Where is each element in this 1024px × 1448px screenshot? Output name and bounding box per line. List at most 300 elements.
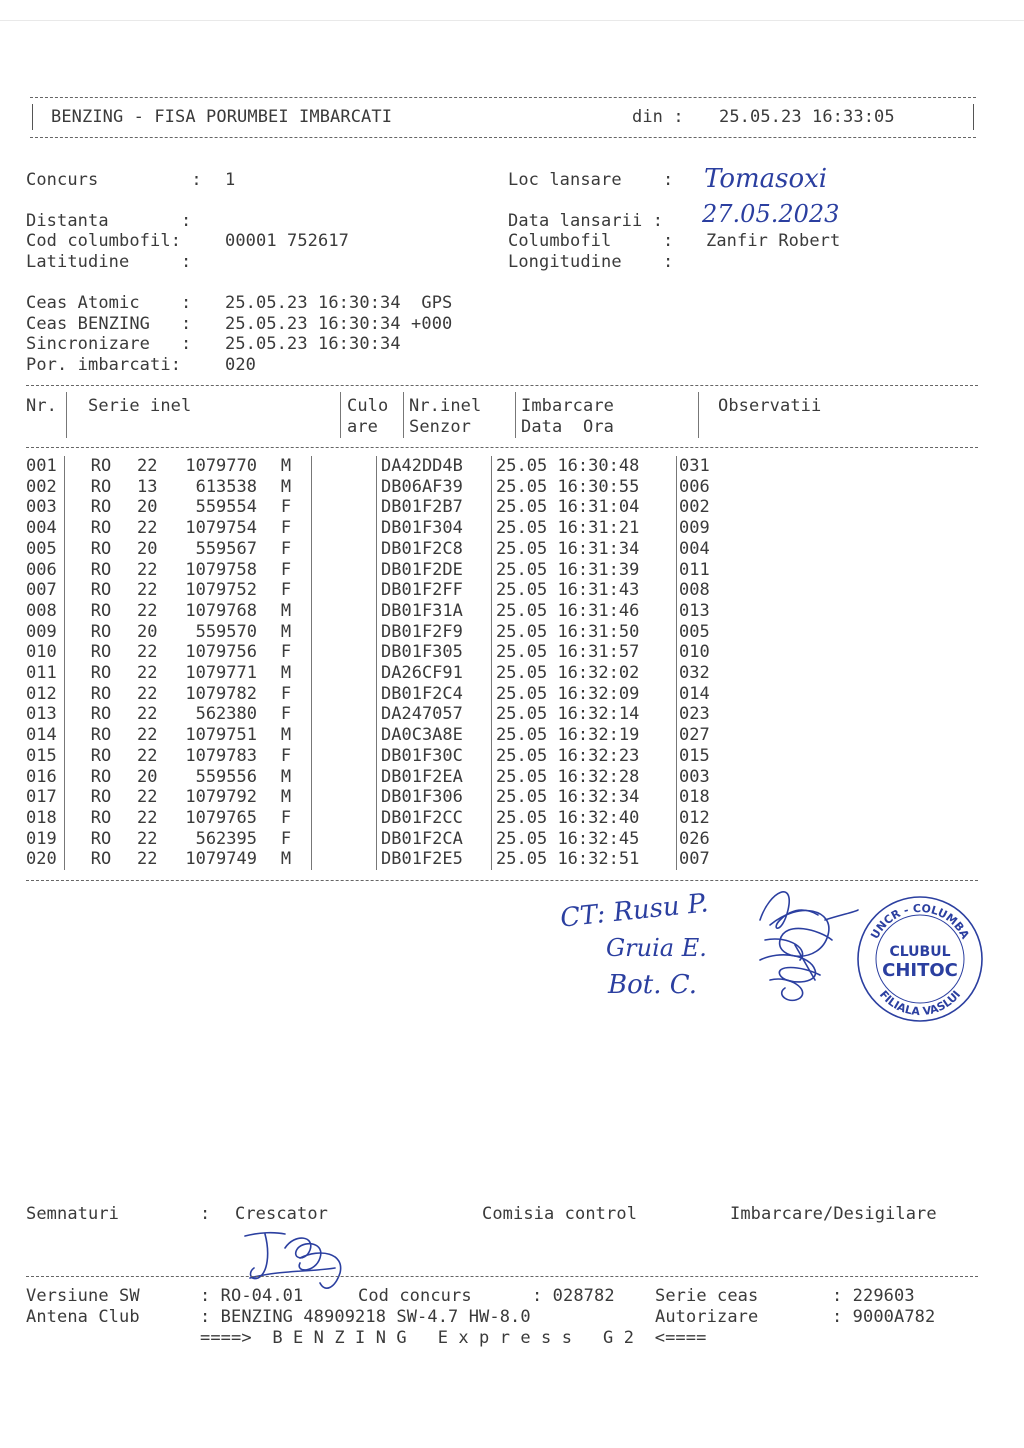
table-row: [26, 518, 739, 539]
ring-number: 1079751: [185, 725, 257, 746]
ring-year: 22: [137, 849, 158, 870]
porumbei-imbarcati-label: Por. imbarcati:: [26, 355, 182, 375]
ring-year: 22: [137, 745, 158, 766]
row-number: 017: [26, 787, 65, 808]
sex: F: [261, 560, 312, 581]
row-number: 008: [26, 601, 65, 622]
din-label: din :: [632, 107, 684, 127]
sensor-id: DB01F2DE: [377, 560, 492, 581]
boarding-datetime: [492, 704, 677, 725]
sex: M: [261, 767, 312, 788]
header-left-bar: [32, 104, 33, 130]
ring-country: RO: [90, 766, 112, 787]
din-value: 25.05.23 16:33:05: [719, 107, 895, 127]
color: [312, 829, 377, 850]
sex: F: [261, 580, 312, 601]
boarding-date: 25.05: [496, 745, 548, 766]
table-row: [26, 622, 739, 643]
ring-number: 1079783: [185, 745, 257, 766]
sincronizare-label: Sincronizare :: [26, 334, 192, 354]
benzing-express-banner: ====> B E N Z I N G E x p r e s s G 2 <====: [200, 1328, 707, 1348]
latitudine-label: Latitudine :: [26, 252, 192, 272]
cod-concurs-value: : 028782: [532, 1286, 615, 1306]
ring-year: 13: [137, 476, 158, 497]
sex: M: [261, 663, 312, 684]
table-row: [26, 849, 739, 870]
ring-country: RO: [90, 580, 112, 601]
ring-number: 562380: [195, 704, 257, 725]
ring-country: RO: [90, 456, 112, 476]
ring-number: 1079754: [185, 518, 257, 539]
porumbei-imbarcati-value: 020: [225, 355, 257, 375]
sensor-id: DA42DD4B: [377, 456, 492, 477]
observation: 014: [679, 683, 710, 704]
sensor-id: DB01F2B7: [377, 497, 492, 518]
header-rule-bottom: [30, 137, 976, 138]
ring-number: 1079792: [185, 787, 257, 808]
col-header-observatii: Observatii: [718, 396, 822, 416]
stamp-line-2: CHITOC: [882, 960, 958, 981]
boarding-datetime: [492, 829, 677, 850]
ring-number: 613538: [195, 476, 257, 497]
sex: F: [261, 829, 312, 850]
boarding-date: 25.05: [496, 683, 548, 704]
ring-year: 22: [137, 600, 158, 621]
color: [312, 560, 377, 581]
serie-ceas-label: Serie ceas: [655, 1286, 759, 1306]
ring-country: RO: [90, 518, 112, 539]
boarding-datetime: [492, 518, 677, 539]
ring-number: 1079756: [185, 642, 257, 663]
sex: F: [261, 704, 312, 725]
boarding-time: 16:31:46: [557, 600, 640, 621]
color: [312, 497, 377, 518]
boarding-datetime: [492, 746, 677, 767]
boarding-datetime: [492, 622, 677, 643]
color: [312, 456, 377, 477]
boarding-time: 16:31:50: [557, 621, 640, 642]
col-header-serie-inel: Serie inel: [88, 396, 192, 416]
table-row: [26, 456, 739, 477]
serie-ceas-value: : 229603: [832, 1286, 915, 1306]
col-header-imbarcare-2: Data Ora: [521, 417, 615, 437]
observation: 009: [679, 518, 710, 539]
ring-country: RO: [90, 828, 112, 849]
table-row: [26, 684, 739, 705]
col-header-culoare-1: Culo: [347, 396, 389, 416]
ring-year: 22: [137, 807, 158, 828]
table-row: [26, 725, 739, 746]
sex: M: [261, 622, 312, 643]
row-number: 010: [26, 642, 65, 663]
color: [312, 539, 377, 560]
ring-country: RO: [90, 476, 112, 497]
row-number: 019: [26, 829, 65, 850]
ring-year: 22: [137, 518, 158, 539]
ring-number: 1079768: [185, 600, 257, 621]
row-number: 011: [26, 663, 65, 684]
autorizare-label: Autorizare: [655, 1307, 759, 1327]
table-row: [26, 560, 739, 581]
sex: F: [261, 539, 312, 560]
footer-rule: [26, 1276, 978, 1277]
row-number: 003: [26, 497, 65, 518]
ring-number: 562395: [195, 828, 257, 849]
boarding-date: 25.05: [496, 725, 548, 746]
ring-country: RO: [90, 559, 112, 580]
ring-country: RO: [90, 704, 112, 725]
sincronizare-value: 25.05.23 16:30:34: [225, 334, 401, 354]
table-rule-top: [26, 385, 978, 386]
row-number: 020: [26, 849, 65, 870]
color: [312, 767, 377, 788]
color: [312, 580, 377, 601]
row-number: 013: [26, 704, 65, 725]
boarding-time: 16:31:43: [557, 580, 640, 601]
ring-number: 559554: [195, 497, 257, 518]
row-number: 012: [26, 684, 65, 705]
sex: M: [261, 601, 312, 622]
table-row: [26, 808, 739, 829]
boarding-time: 16:31:57: [557, 642, 640, 663]
observation: 026: [679, 828, 710, 849]
header-col-sep-5: [698, 392, 699, 438]
col-header-nr: Nr.: [26, 396, 58, 416]
boarding-time: 16:30:48: [557, 456, 640, 476]
sex: F: [261, 746, 312, 767]
boarding-time: 16:32:09: [557, 683, 640, 704]
sex: F: [261, 642, 312, 663]
sensor-id: DB01F2E5: [377, 849, 492, 870]
ring-number: 1079765: [185, 807, 257, 828]
boarding-datetime: [492, 767, 677, 788]
boarding-date: 25.05: [496, 559, 548, 580]
table-row: [26, 663, 739, 684]
sensor-id: DA0C3A8E: [377, 725, 492, 746]
sex: M: [261, 725, 312, 746]
table-rule-header: [26, 447, 978, 448]
data-lansarii-label: Data lansarii :: [508, 211, 664, 231]
boarding-time: 16:32:28: [557, 766, 640, 787]
sex: M: [261, 477, 312, 498]
row-number: 007: [26, 580, 65, 601]
sex: M: [261, 849, 312, 870]
ring-country: RO: [90, 849, 112, 870]
stamp-top-text: UNCR - COLUMBA: [868, 901, 972, 942]
observation: 010: [679, 642, 710, 663]
ring-country: RO: [90, 683, 112, 704]
observation: 031: [679, 456, 710, 476]
boarding-time: 16:31:21: [557, 518, 640, 539]
ring-country: RO: [90, 787, 112, 808]
ring-year: 20: [137, 538, 158, 559]
observation: 015: [679, 745, 710, 766]
concurs-label: Concurs :: [26, 170, 202, 190]
commission-signatures-scribble: [740, 880, 860, 1010]
row-number: 018: [26, 808, 65, 829]
ring-year: 22: [137, 725, 158, 746]
observation: 023: [679, 704, 710, 725]
color: [312, 725, 377, 746]
ring-number: 1079749: [185, 849, 257, 870]
sensor-id: DB01F30C: [377, 746, 492, 767]
boarding-time: 16:31:39: [557, 559, 640, 580]
observation: 003: [679, 766, 710, 787]
boarding-datetime: [492, 497, 677, 518]
sex: F: [261, 684, 312, 705]
boarding-datetime: [492, 560, 677, 581]
ring-year: 20: [137, 497, 158, 518]
observation: 007: [679, 849, 710, 870]
header-right-bar: [973, 104, 974, 130]
distanta-label: Distanta :: [26, 211, 192, 231]
comisia-control-label: Comisia control: [482, 1204, 638, 1224]
header-rule-top: [30, 97, 976, 98]
color: [312, 601, 377, 622]
color: [312, 808, 377, 829]
stamp-line-1: CLUBUL: [889, 944, 951, 960]
ring-year: 22: [137, 456, 158, 476]
header-col-sep-2: [340, 392, 341, 438]
sensor-id: DB01F2C8: [377, 539, 492, 560]
boarding-time: 16:32:40: [557, 807, 640, 828]
longitudine-label: Longitudine :: [508, 252, 674, 272]
color: [312, 849, 377, 870]
observation: 032: [679, 663, 710, 684]
boarding-time: 16:32:45: [557, 828, 640, 849]
boarding-date: 25.05: [496, 538, 548, 559]
observation: 018: [679, 787, 710, 808]
commission-note-2: Gruia E.: [606, 934, 707, 962]
observation: 012: [679, 807, 710, 828]
table-row: [26, 829, 739, 850]
sensor-id: DB01F304: [377, 518, 492, 539]
sensor-id: DB01F2FF: [377, 580, 492, 601]
loc-lansare-handwritten: Tomasoxi: [704, 164, 828, 194]
row-number: 005: [26, 539, 65, 560]
crescator-label: Crescator: [235, 1204, 329, 1224]
ring-country: RO: [90, 807, 112, 828]
sex: F: [261, 497, 312, 518]
columbofil-value: Zanfir Robert: [706, 231, 841, 251]
header-col-sep-1: [66, 392, 67, 438]
color: [312, 622, 377, 643]
sensor-id: DB01F2CC: [377, 808, 492, 829]
color: [312, 477, 377, 498]
ceas-benzing-label: Ceas BENZING :: [26, 314, 192, 334]
ring-number: 559567: [195, 538, 257, 559]
row-number: 016: [26, 767, 65, 788]
col-header-imbarcare-1: Imbarcare: [521, 396, 615, 416]
color: [312, 642, 377, 663]
table-row: [26, 704, 739, 725]
boarding-time: 16:31:34: [557, 538, 640, 559]
pigeon-table-body: [26, 456, 739, 870]
ring-year: 20: [137, 766, 158, 787]
sensor-id: DB01F2C4: [377, 684, 492, 705]
boarding-date: 25.05: [496, 704, 548, 725]
ring-country: RO: [90, 642, 112, 663]
ring-year: 22: [137, 642, 158, 663]
boarding-datetime: [492, 580, 677, 601]
table-row: [26, 746, 739, 767]
boarding-date: 25.05: [496, 828, 548, 849]
col-header-nr-inel-2: Senzor: [409, 417, 472, 437]
observation: 008: [679, 580, 710, 601]
sex: M: [261, 787, 312, 808]
ring-country: RO: [90, 621, 112, 642]
color: [312, 746, 377, 767]
cod-columbofil-label: Cod columbofil:: [26, 231, 182, 251]
color: [312, 518, 377, 539]
sensor-id: DA247057: [377, 704, 492, 725]
antena-club-label: Antena Club: [26, 1307, 140, 1327]
autorizare-value: : 9000A782: [832, 1307, 936, 1327]
commission-note-3: Bot. C.: [608, 970, 697, 1000]
ring-country: RO: [90, 538, 112, 559]
boarding-time: 16:32:34: [557, 787, 640, 808]
ring-number: 559556: [195, 766, 257, 787]
columbofil-label: Columbofil :: [508, 231, 674, 251]
sensor-id: DB01F2CA: [377, 829, 492, 850]
row-number: 014: [26, 725, 65, 746]
boarding-datetime: [492, 684, 677, 705]
col-header-nr-inel-1: Nr.inel: [409, 396, 482, 416]
sensor-id: DB01F2F9: [377, 622, 492, 643]
row-number: 001: [26, 456, 65, 477]
ring-number: 1079752: [185, 580, 257, 601]
boarding-time: 16:32:51: [557, 849, 640, 870]
boarding-date: 25.05: [496, 476, 548, 497]
loc-lansare-label: Loc lansare :: [508, 170, 674, 190]
observation: 002: [679, 497, 710, 518]
boarding-datetime: [492, 787, 677, 808]
boarding-date: 25.05: [496, 849, 548, 870]
row-number: 006: [26, 560, 65, 581]
color: [312, 684, 377, 705]
ring-year: 22: [137, 580, 158, 601]
sex: M: [261, 456, 312, 477]
table-row: [26, 787, 739, 808]
ring-year: 22: [137, 683, 158, 704]
boarding-date: 25.05: [496, 766, 548, 787]
ring-year: 22: [137, 828, 158, 849]
concurs-value: 1: [225, 170, 236, 190]
boarding-date: 25.05: [496, 663, 548, 684]
stamp-bottom-text: FILIALA VASLUI: [876, 988, 964, 1019]
cod-concurs-label: Cod concurs: [358, 1286, 472, 1306]
semnaturi-label: Semnaturi: [26, 1204, 120, 1224]
ceas-atomic-label: Ceas Atomic :: [26, 293, 192, 313]
table-row: [26, 477, 739, 498]
ring-number: 1079771: [185, 663, 257, 684]
table-row: [26, 497, 739, 518]
observation: 013: [679, 600, 710, 621]
table-row: [26, 642, 739, 663]
table-row: [26, 539, 739, 560]
boarding-datetime: [492, 539, 677, 560]
sensor-id: DB01F2EA: [377, 767, 492, 788]
row-number: 002: [26, 477, 65, 498]
semnaturi-colon: :: [200, 1204, 211, 1224]
commission-note-1: CT: Rusu P.: [558, 888, 710, 934]
table-row: [26, 601, 739, 622]
page-top-edge: [0, 20, 1024, 21]
row-number: 015: [26, 746, 65, 767]
boarding-time: 16:32:14: [557, 704, 640, 725]
imbarcare-desigilare-label: Imbarcare/Desigilare: [730, 1204, 937, 1224]
ring-country: RO: [90, 600, 112, 621]
ring-number: 559570: [195, 621, 257, 642]
color: [312, 704, 377, 725]
color: [312, 663, 377, 684]
ring-number: 1079770: [185, 456, 257, 476]
boarding-date: 25.05: [496, 642, 548, 663]
sex: F: [261, 518, 312, 539]
table-row: [26, 580, 739, 601]
header-col-sep-4: [515, 392, 516, 438]
boarding-date: 25.05: [496, 787, 548, 808]
boarding-datetime: [492, 456, 677, 477]
boarding-date: 25.05: [496, 580, 548, 601]
sensor-id: DB01F31A: [377, 601, 492, 622]
header-col-sep-3: [403, 392, 404, 438]
observation: 027: [679, 725, 710, 746]
sensor-id: DB06AF39: [377, 477, 492, 498]
versiune-sw-label: Versiune SW: [26, 1286, 140, 1306]
boarding-time: 16:32:23: [557, 745, 640, 766]
sex: F: [261, 808, 312, 829]
observation: 011: [679, 559, 710, 580]
boarding-datetime: [492, 849, 677, 870]
ring-country: RO: [90, 663, 112, 684]
boarding-datetime: [492, 663, 677, 684]
col-header-culoare-2: are: [347, 417, 379, 437]
boarding-date: 25.05: [496, 807, 548, 828]
data-lansarii-handwritten: 27.05.2023: [702, 200, 840, 228]
versiune-sw-value: : RO-04.01: [200, 1286, 304, 1306]
club-stamp: [855, 894, 985, 1024]
ring-year: 22: [137, 559, 158, 580]
ring-number: 1079782: [185, 683, 257, 704]
row-number: 009: [26, 622, 65, 643]
cod-columbofil-value: 00001 752617: [225, 231, 350, 251]
observation: 005: [679, 621, 710, 642]
document-title: BENZING - FISA PORUMBEI IMBARCATI: [51, 107, 393, 127]
color: [312, 787, 377, 808]
boarding-datetime: [492, 642, 677, 663]
ring-country: RO: [90, 497, 112, 518]
boarding-date: 25.05: [496, 600, 548, 621]
sensor-id: DB01F305: [377, 642, 492, 663]
boarding-time: 16:30:55: [557, 476, 640, 497]
boarding-datetime: [492, 601, 677, 622]
ring-country: RO: [90, 745, 112, 766]
sensor-id: DB01F306: [377, 787, 492, 808]
pigeon-table: [26, 456, 739, 870]
ceas-benzing-value: 25.05.23 16:30:34 +000: [225, 314, 453, 334]
sensor-id: DA26CF91: [377, 663, 492, 684]
boarding-datetime: [492, 477, 677, 498]
boarding-datetime: [492, 725, 677, 746]
boarding-date: 25.05: [496, 456, 548, 476]
ring-number: 1079758: [185, 559, 257, 580]
boarding-time: 16:31:04: [557, 497, 640, 518]
row-number: 004: [26, 518, 65, 539]
observation: 004: [679, 538, 710, 559]
boarding-time: 16:32:02: [557, 663, 640, 684]
boarding-datetime: [492, 808, 677, 829]
